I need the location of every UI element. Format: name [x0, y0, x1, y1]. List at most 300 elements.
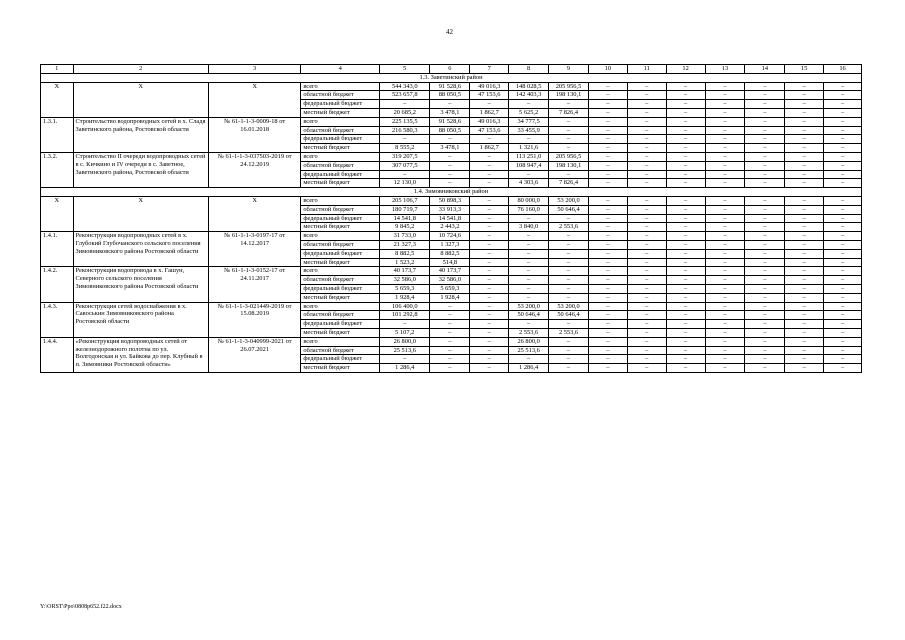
amount-cell: – — [380, 100, 430, 109]
column-header-row — [41, 65, 862, 74]
amount-cell: – — [627, 337, 666, 346]
amount-cell: – — [666, 179, 705, 188]
amount-cell: 10 724,6 — [430, 232, 470, 241]
amount-cell: – — [588, 161, 627, 170]
amount-cell: – — [549, 240, 589, 249]
amount-cell: – — [745, 117, 785, 126]
amount-cell: – — [705, 258, 745, 267]
amount-cell: – — [666, 144, 705, 153]
amount-cell: – — [785, 214, 824, 223]
section-row — [41, 188, 862, 197]
amount-cell: – — [470, 214, 509, 223]
amount-cell: – — [785, 108, 824, 117]
amount-cell: – — [666, 364, 705, 373]
funding-source: федеральный бюджет — [301, 355, 380, 364]
amount-cell: – — [745, 100, 785, 109]
amount-cell: 148 028,5 — [509, 82, 549, 91]
amount-cell: – — [627, 126, 666, 135]
amount-cell: – — [785, 135, 824, 144]
amount-cell: – — [785, 196, 824, 205]
amount-cell: – — [549, 355, 589, 364]
amount-cell: – — [785, 337, 824, 346]
amount-cell: – — [380, 170, 430, 179]
amount-cell: – — [705, 126, 745, 135]
amount-cell: – — [627, 284, 666, 293]
amount-cell: – — [666, 170, 705, 179]
amount-cell: 49 016,3 — [470, 82, 509, 91]
amount-cell: – — [824, 311, 862, 320]
amount-cell: – — [588, 223, 627, 232]
column-header: 9 — [549, 65, 589, 74]
amount-cell: – — [824, 276, 862, 285]
amount-cell: – — [705, 311, 745, 320]
amount-cell: 88 050,5 — [430, 91, 470, 100]
amount-cell: 32 586,0 — [430, 276, 470, 285]
amount-cell: – — [588, 258, 627, 267]
table-row — [41, 196, 862, 205]
amount-cell: 5 659,3 — [380, 284, 430, 293]
amount-cell: 50 898,3 — [430, 196, 470, 205]
amount-cell: – — [470, 223, 509, 232]
amount-cell: – — [745, 205, 785, 214]
amount-cell: – — [588, 179, 627, 188]
item-number: 1.3.2. — [41, 152, 74, 187]
amount-cell: – — [745, 276, 785, 285]
amount-cell: – — [470, 240, 509, 249]
amount-cell: – — [824, 152, 862, 161]
amount-cell: – — [745, 284, 785, 293]
amount-cell: – — [824, 258, 862, 267]
amount-cell: – — [588, 320, 627, 329]
amount-cell: 25 513,6 — [380, 346, 430, 355]
amount-cell: 8 882,5 — [380, 249, 430, 258]
amount-cell: – — [588, 267, 627, 276]
amount-cell: – — [785, 91, 824, 100]
amount-cell: – — [745, 249, 785, 258]
funding-source: всего — [301, 302, 380, 311]
amount-cell: – — [785, 240, 824, 249]
amount-cell: 1 321,6 — [509, 144, 549, 153]
amount-cell: – — [627, 196, 666, 205]
funding-source: всего — [301, 152, 380, 161]
amount-cell: – — [627, 144, 666, 153]
object-name: Реконструкция сетей водоснабжения в х. Савоськин Зимовниковского района Ростовской области — [73, 302, 208, 337]
amount-cell: – — [549, 293, 589, 302]
amount-cell: – — [627, 100, 666, 109]
amount-cell: – — [824, 355, 862, 364]
funding-source: областной бюджет — [301, 91, 380, 100]
amount-cell: 319 207,5 — [380, 152, 430, 161]
amount-cell: – — [470, 100, 509, 109]
section-row — [41, 73, 862, 82]
amount-cell: – — [666, 302, 705, 311]
amount-cell: – — [745, 355, 785, 364]
funding-source: всего — [301, 337, 380, 346]
amount-cell: – — [627, 108, 666, 117]
amount-cell: – — [588, 249, 627, 258]
amount-cell: – — [705, 161, 745, 170]
amount-cell: – — [705, 82, 745, 91]
amount-cell: – — [549, 100, 589, 109]
amount-cell: – — [627, 267, 666, 276]
amount-cell: 50 646,4 — [549, 205, 589, 214]
amount-cell: – — [588, 205, 627, 214]
amount-cell: – — [627, 170, 666, 179]
amount-cell: – — [549, 126, 589, 135]
amount-cell: – — [666, 100, 705, 109]
amount-cell: – — [588, 144, 627, 153]
amount-cell: – — [588, 232, 627, 241]
amount-cell: – — [430, 355, 470, 364]
amount-cell: 9 845,2 — [380, 223, 430, 232]
amount-cell: 26 800,0 — [380, 337, 430, 346]
amount-cell: – — [430, 364, 470, 373]
amount-cell: – — [627, 214, 666, 223]
amount-cell: – — [666, 196, 705, 205]
amount-cell: – — [430, 337, 470, 346]
amount-cell: – — [470, 276, 509, 285]
amount-cell: – — [627, 364, 666, 373]
amount-cell: 14 541,8 — [380, 214, 430, 223]
amount-cell: – — [785, 126, 824, 135]
registration-number: № 61-1-1-3-040999-2021 от 26.07.2021 — [208, 337, 300, 372]
amount-cell: – — [785, 320, 824, 329]
amount-cell: 198 130,1 — [549, 91, 589, 100]
amount-cell: – — [785, 311, 824, 320]
amount-cell: – — [627, 355, 666, 364]
amount-cell: – — [627, 249, 666, 258]
amount-cell: – — [588, 276, 627, 285]
amount-cell: – — [745, 144, 785, 153]
amount-cell: – — [627, 240, 666, 249]
funding-source: местный бюджет — [301, 258, 380, 267]
amount-cell: – — [705, 355, 745, 364]
amount-cell: – — [824, 91, 862, 100]
amount-cell: 1 928,4 — [380, 293, 430, 302]
amount-cell: – — [666, 126, 705, 135]
section-title: 1.4. Зимовниковский район — [41, 188, 862, 197]
amount-cell: – — [549, 337, 589, 346]
amount-cell: 12 130,0 — [380, 179, 430, 188]
amount-cell: – — [549, 346, 589, 355]
amount-cell: – — [705, 293, 745, 302]
amount-cell: – — [705, 284, 745, 293]
amount-cell: – — [705, 214, 745, 223]
amount-cell: 7 826,4 — [549, 179, 589, 188]
amount-cell: – — [470, 170, 509, 179]
amount-cell: – — [588, 170, 627, 179]
amount-cell: – — [666, 320, 705, 329]
amount-cell: 53 200,0 — [509, 302, 549, 311]
amount-cell: – — [549, 267, 589, 276]
item-number: 1.4.2. — [41, 267, 74, 302]
object-name: Х — [73, 196, 208, 231]
table-row — [41, 302, 862, 311]
amount-cell: 50 646,4 — [509, 311, 549, 320]
amount-cell: – — [549, 144, 589, 153]
amount-cell: – — [824, 161, 862, 170]
amount-cell: – — [588, 117, 627, 126]
amount-cell: – — [705, 249, 745, 258]
amount-cell: 544 343,0 — [380, 82, 430, 91]
amount-cell: – — [785, 205, 824, 214]
amount-cell: – — [785, 364, 824, 373]
amount-cell: – — [785, 302, 824, 311]
table-row — [41, 267, 862, 276]
amount-cell: – — [470, 258, 509, 267]
amount-cell: – — [509, 293, 549, 302]
funding-source: всего — [301, 232, 380, 241]
column-header: 1 — [41, 65, 74, 74]
amount-cell: 47 153,6 — [470, 91, 509, 100]
column-header: 5 — [380, 65, 430, 74]
amount-cell: – — [666, 108, 705, 117]
amount-cell: – — [745, 108, 785, 117]
amount-cell: 205 956,5 — [549, 152, 589, 161]
amount-cell: 2 553,6 — [509, 328, 549, 337]
funding-source: федеральный бюджет — [301, 320, 380, 329]
amount-cell: 1 523,2 — [380, 258, 430, 267]
amount-cell: 1 862,7 — [470, 144, 509, 153]
amount-cell: – — [824, 205, 862, 214]
amount-cell: – — [588, 337, 627, 346]
amount-cell: – — [785, 355, 824, 364]
registration-number: № 61-1-1-3-0009-18 от 16.01.2018 — [208, 117, 300, 152]
object-name: Строительство водопроводных сетей в х. Сладя Заветинского района, Ростовской области — [73, 117, 208, 152]
item-number: Х — [41, 196, 74, 231]
amount-cell: – — [627, 135, 666, 144]
amount-cell: – — [627, 232, 666, 241]
amount-cell: 3 478,1 — [430, 144, 470, 153]
amount-cell: – — [509, 100, 549, 109]
footer-file-path: Y:\ORST\Ppo\0808p652.f22.docx — [40, 604, 122, 610]
amount-cell: – — [705, 196, 745, 205]
table-row — [41, 152, 862, 161]
amount-cell: – — [745, 161, 785, 170]
amount-cell: – — [745, 302, 785, 311]
amount-cell: 2 553,6 — [549, 328, 589, 337]
amount-cell: – — [509, 258, 549, 267]
amount-cell: – — [705, 328, 745, 337]
amount-cell: 49 016,3 — [470, 117, 509, 126]
amount-cell: – — [588, 355, 627, 364]
column-header: 16 — [824, 65, 862, 74]
object-name: Строительство II очереди водопроводных сетей в с. Кичкино и IV очереди в с. Заветное, Заветинского района, Ростовской области — [73, 152, 208, 187]
amount-cell: – — [705, 100, 745, 109]
amount-cell: – — [705, 337, 745, 346]
amount-cell: – — [666, 346, 705, 355]
amount-cell: – — [430, 346, 470, 355]
amount-cell: – — [824, 135, 862, 144]
amount-cell: – — [745, 196, 785, 205]
amount-cell: – — [666, 311, 705, 320]
amount-cell: – — [705, 135, 745, 144]
amount-cell: – — [705, 91, 745, 100]
amount-cell: – — [785, 346, 824, 355]
amount-cell: – — [745, 126, 785, 135]
amount-cell: – — [588, 364, 627, 373]
amount-cell: – — [430, 135, 470, 144]
amount-cell: – — [666, 91, 705, 100]
amount-cell: 33 455,9 — [509, 126, 549, 135]
funding-source: федеральный бюджет — [301, 284, 380, 293]
amount-cell: – — [705, 364, 745, 373]
amount-cell: – — [785, 152, 824, 161]
funding-source: областной бюджет — [301, 161, 380, 170]
amount-cell: – — [588, 214, 627, 223]
amount-cell: – — [588, 328, 627, 337]
amount-cell: – — [627, 205, 666, 214]
amount-cell: – — [745, 240, 785, 249]
amount-cell: – — [824, 302, 862, 311]
amount-cell: – — [705, 346, 745, 355]
amount-cell: – — [705, 179, 745, 188]
amount-cell: – — [666, 284, 705, 293]
amount-cell: – — [509, 276, 549, 285]
amount-cell: – — [627, 117, 666, 126]
amount-cell: – — [824, 284, 862, 293]
amount-cell: – — [745, 328, 785, 337]
funding-source: областной бюджет — [301, 311, 380, 320]
object-name: Реконструкция водопроводных сетей в х. Глубокий Глубочанского сельского поселения Зимовниковского района Ростовской области — [73, 232, 208, 267]
column-header: 7 — [470, 65, 509, 74]
amount-cell: – — [785, 117, 824, 126]
object-name: Х — [73, 82, 208, 117]
amount-cell: – — [588, 346, 627, 355]
funding-source: областной бюджет — [301, 276, 380, 285]
amount-cell: – — [430, 161, 470, 170]
amount-cell: – — [549, 249, 589, 258]
column-header: 10 — [588, 65, 627, 74]
amount-cell: – — [785, 179, 824, 188]
funding-source: федеральный бюджет — [301, 170, 380, 179]
amount-cell: – — [588, 100, 627, 109]
amount-cell: – — [588, 311, 627, 320]
amount-cell: – — [705, 117, 745, 126]
amount-cell: – — [666, 135, 705, 144]
amount-cell: – — [824, 364, 862, 373]
amount-cell: – — [824, 144, 862, 153]
amount-cell: 5 625,2 — [509, 108, 549, 117]
amount-cell: 205 956,5 — [549, 82, 589, 91]
amount-cell: – — [745, 223, 785, 232]
amount-cell: – — [824, 179, 862, 188]
amount-cell: 26 800,0 — [509, 337, 549, 346]
amount-cell: – — [824, 293, 862, 302]
amount-cell: 1 286,4 — [509, 364, 549, 373]
amount-cell: – — [549, 170, 589, 179]
registration-number: Х — [208, 196, 300, 231]
amount-cell: 142 403,3 — [509, 91, 549, 100]
amount-cell: 3 478,1 — [430, 108, 470, 117]
amount-cell: – — [666, 223, 705, 232]
amount-cell: – — [785, 267, 824, 276]
column-header: 11 — [627, 65, 666, 74]
funding-source: местный бюджет — [301, 179, 380, 188]
amount-cell: – — [627, 258, 666, 267]
amount-cell: – — [666, 267, 705, 276]
amount-cell: – — [470, 328, 509, 337]
amount-cell: – — [549, 364, 589, 373]
funding-source: местный бюджет — [301, 293, 380, 302]
amount-cell: 91 528,6 — [430, 82, 470, 91]
amount-cell: 205 106,7 — [380, 196, 430, 205]
amount-cell: – — [745, 293, 785, 302]
amount-cell: 80 000,0 — [509, 196, 549, 205]
amount-cell: 3 840,0 — [509, 223, 549, 232]
amount-cell: – — [470, 135, 509, 144]
amount-cell: – — [509, 170, 549, 179]
amount-cell: – — [380, 355, 430, 364]
amount-cell: – — [745, 82, 785, 91]
amount-cell: – — [430, 302, 470, 311]
amount-cell: – — [666, 232, 705, 241]
amount-cell: 40 173,7 — [380, 267, 430, 276]
amount-cell: 50 646,4 — [549, 311, 589, 320]
amount-cell: – — [627, 328, 666, 337]
funding-source: областной бюджет — [301, 346, 380, 355]
amount-cell: – — [509, 135, 549, 144]
registration-number: № 61-1-1-3-0197-17 от 14.12.2017 — [208, 232, 300, 267]
amount-cell: 1 327,3 — [430, 240, 470, 249]
table-row — [41, 117, 862, 126]
amount-cell: – — [785, 276, 824, 285]
amount-cell: 33 913,3 — [430, 205, 470, 214]
amount-cell: – — [470, 267, 509, 276]
amount-cell: – — [666, 258, 705, 267]
amount-cell: 4 303,6 — [509, 179, 549, 188]
amount-cell: – — [588, 302, 627, 311]
amount-cell: 5 659,3 — [430, 284, 470, 293]
amount-cell: – — [666, 82, 705, 91]
amount-cell: – — [666, 328, 705, 337]
amount-cell: – — [824, 117, 862, 126]
funding-source: местный бюджет — [301, 328, 380, 337]
amount-cell: – — [509, 249, 549, 258]
amount-cell: 88 050,5 — [430, 126, 470, 135]
amount-cell: – — [627, 302, 666, 311]
amount-cell: – — [380, 320, 430, 329]
funding-source: всего — [301, 82, 380, 91]
table-body — [41, 65, 862, 373]
item-number: 1.3.1. — [41, 117, 74, 152]
funding-source: всего — [301, 117, 380, 126]
amount-cell: 47 153,6 — [470, 126, 509, 135]
amount-cell: 1 862,7 — [470, 108, 509, 117]
amount-cell: 106 400,0 — [380, 302, 430, 311]
amount-cell: – — [785, 82, 824, 91]
object-name: Реконструкция водопровода в х. Гашун, Северного сельского поселения Зимовниковского района Ростовской области — [73, 267, 208, 302]
amount-cell: – — [430, 170, 470, 179]
amount-cell: – — [666, 240, 705, 249]
amount-cell: – — [430, 100, 470, 109]
amount-cell: – — [470, 355, 509, 364]
amount-cell: 225 135,5 — [380, 117, 430, 126]
table-row — [41, 82, 862, 91]
amount-cell: – — [470, 161, 509, 170]
amount-cell: – — [666, 205, 705, 214]
amount-cell: – — [470, 293, 509, 302]
amount-cell: 21 327,3 — [380, 240, 430, 249]
amount-cell: – — [430, 179, 470, 188]
amount-cell: – — [470, 249, 509, 258]
funding-source: федеральный бюджет — [301, 100, 380, 109]
amount-cell: – — [705, 170, 745, 179]
amount-cell: – — [549, 232, 589, 241]
amount-cell: – — [549, 117, 589, 126]
item-number: 1.4.1. — [41, 232, 74, 267]
amount-cell: – — [705, 240, 745, 249]
